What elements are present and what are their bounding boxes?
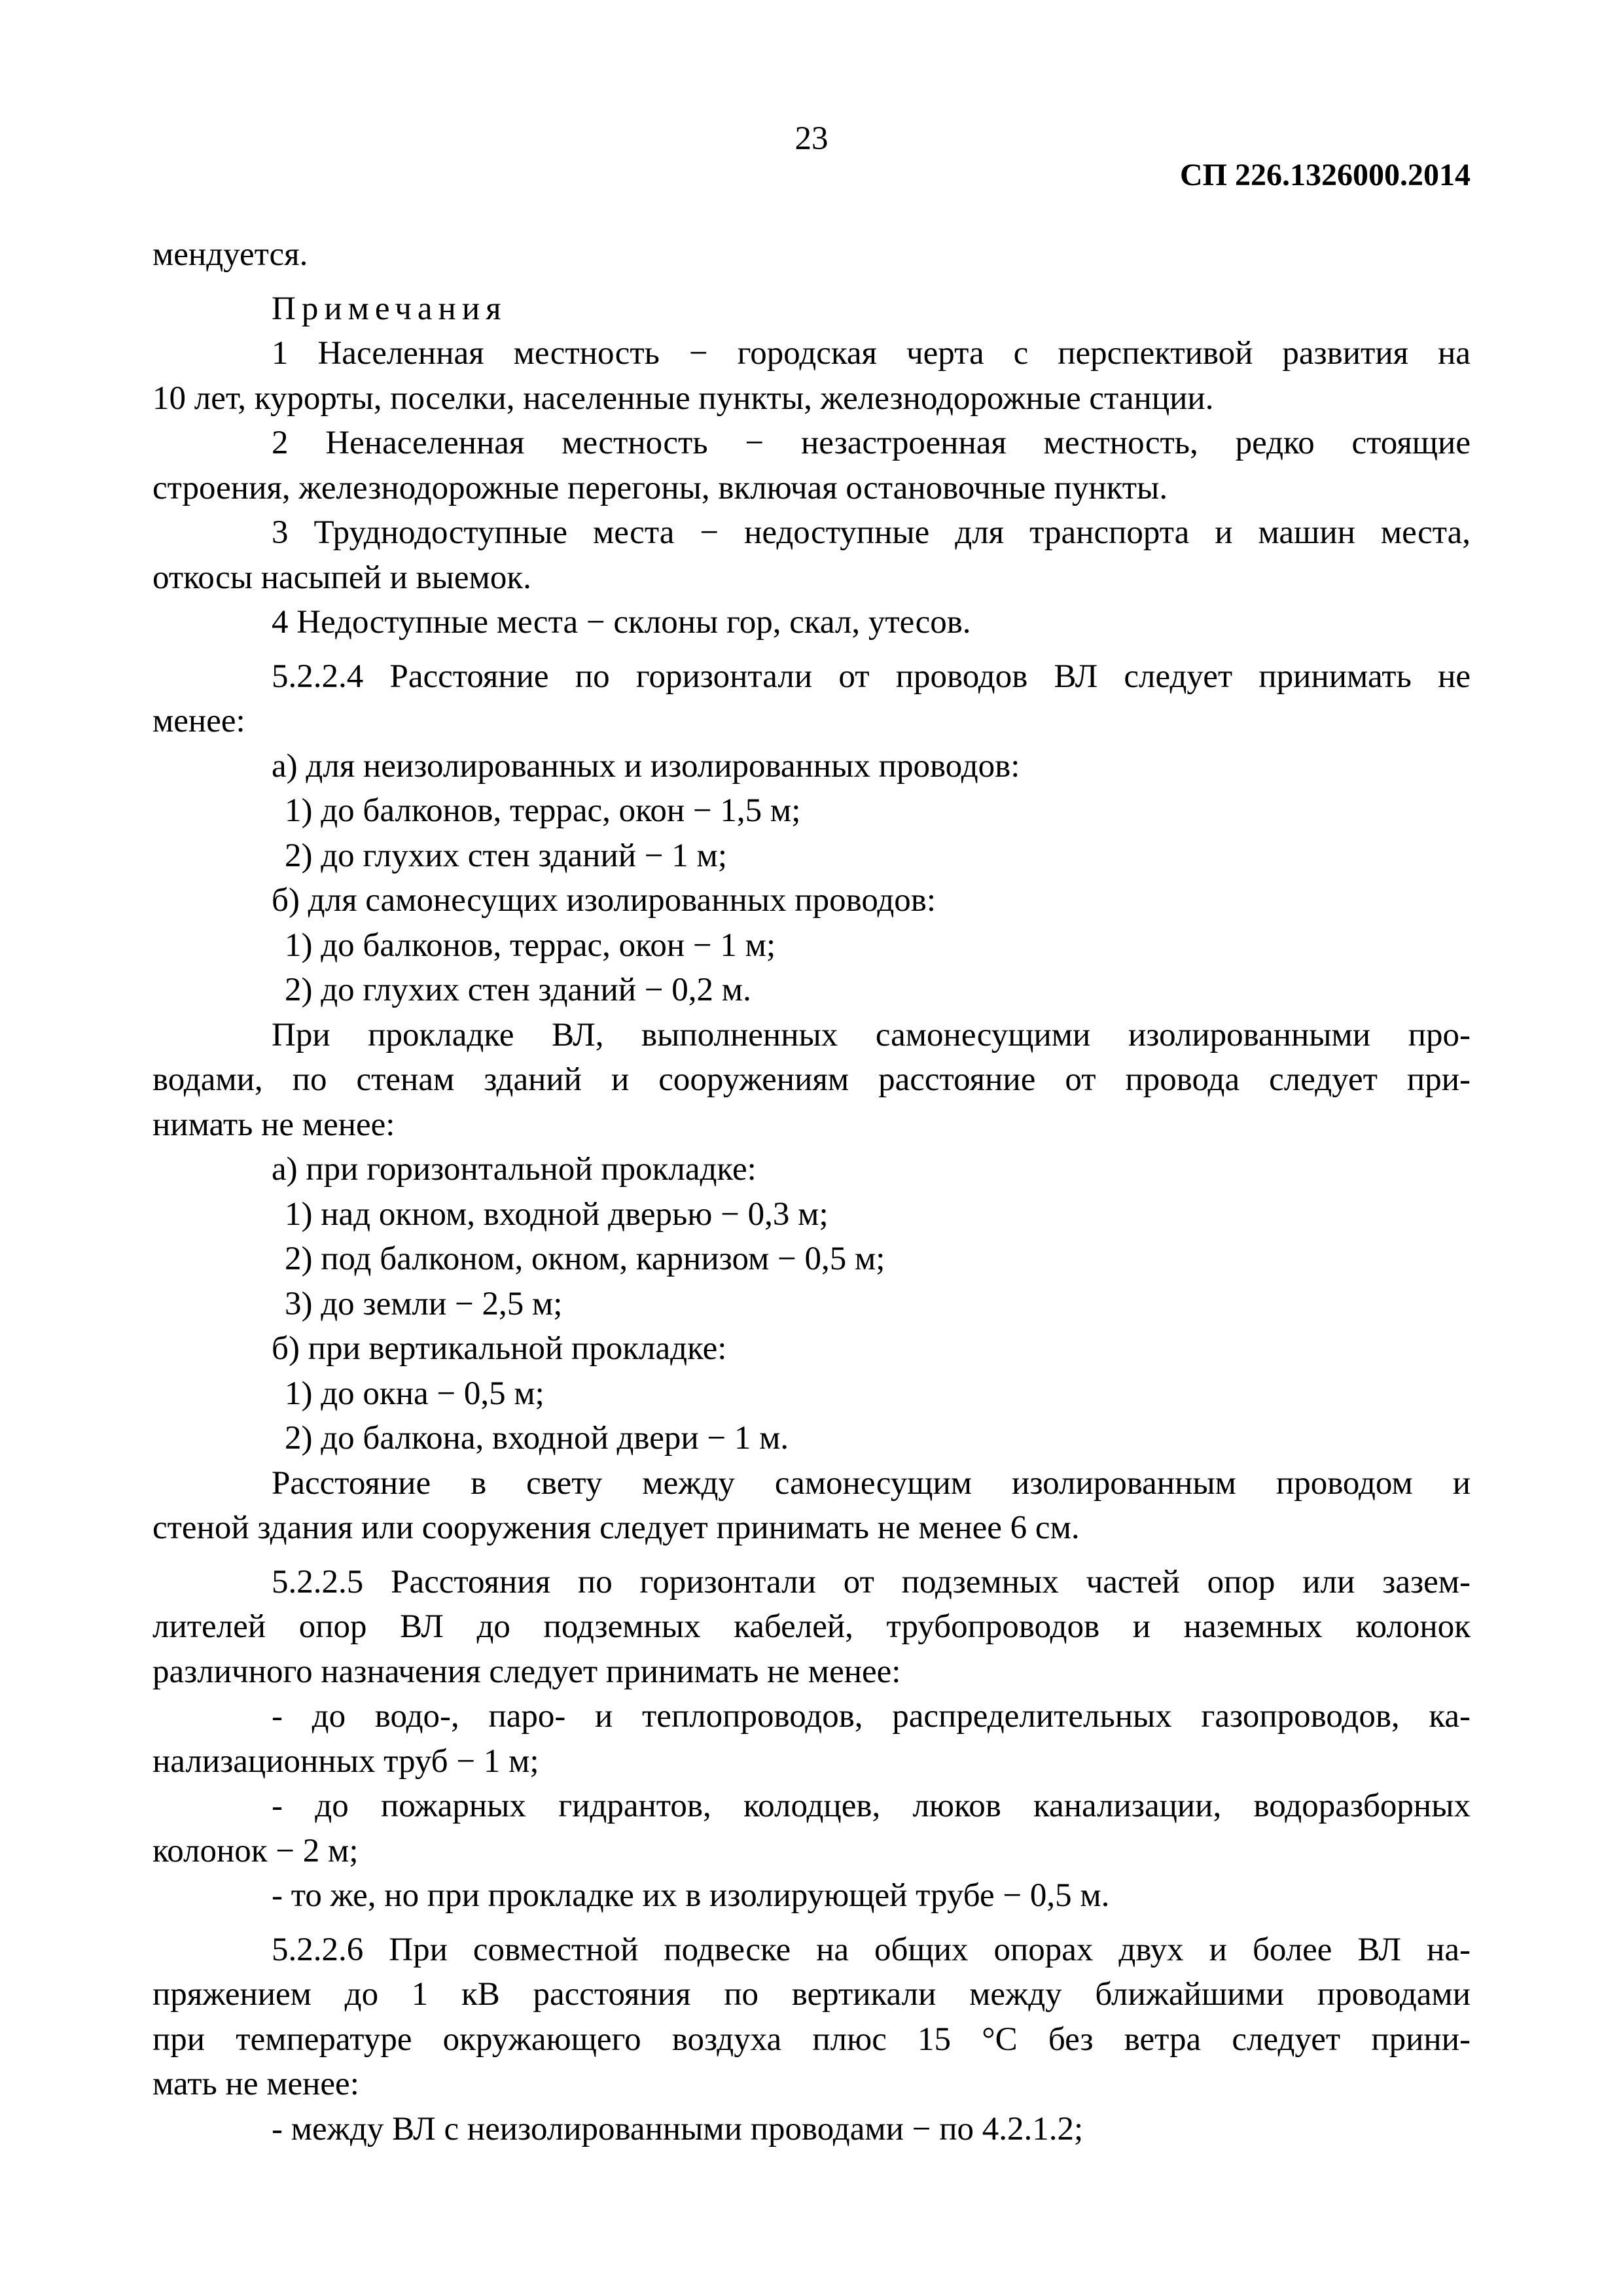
text-line: различного назначения следует принимать не менее: (152, 1653, 901, 1690)
paragraph-line: Расстояние в свету между самонесущим изолированным проводом и (272, 1464, 1471, 1502)
list-item: 2) до балкона, входной двери − 1 м. (285, 1420, 789, 1457)
text-line: мендуется. (152, 236, 308, 273)
text-line: пряжением до 1 кВ расстояния по вертикали между ближайшими проводами (152, 1976, 1471, 2013)
text-line: водами, по стенам зданий и сооружениям расстояние от провода следует при- (152, 1061, 1471, 1098)
list-item: - до пожарных гидрантов, колодцев, люков канализации, водоразборных (272, 1788, 1471, 1824)
note-3: 3 Труднодоступные места − недоступные для транспорта и машин места, (272, 514, 1471, 551)
list-item: 1) до балконов, террас, окон − 1 м; (285, 927, 776, 964)
text-line: нализационных труб − 1 м; (152, 1742, 539, 1780)
text-line: нимать не менее: (152, 1106, 395, 1143)
list-item: 2) под балконом, окном, карнизом − 0,5 м; (285, 1241, 885, 1277)
text-line: стеной здания или сооружения следует принимать не менее 6 см. (152, 1510, 1080, 1546)
clause-5-2-2-5: 5.2.2.5 Расстояния по горизонтали от подземных частей опор или зазем- (272, 1563, 1471, 1600)
list-item: б) для самонесущих изолированных проводов: (272, 882, 936, 919)
note-2: 2 Ненаселенная местность − незастроенная местность, редко стоящие (272, 425, 1471, 461)
list-item: 2) до глухих стен зданий − 0,2 м. (285, 972, 751, 1008)
text-line: строения, железнодорожные перегоны, включая остановочные пункты. (152, 469, 1168, 506)
list-item: 1) до окна − 0,5 м; (285, 1375, 544, 1412)
clause-5-2-2-4: 5.2.2.4 Расстояние по горизонтали от проводов ВЛ следует принимать не (272, 658, 1471, 695)
document-code: СП 226.1326000.2014 (1180, 158, 1471, 192)
page-body (152, 232, 1471, 2151)
list-item: - до водо-, паро- и теплопроводов, распределительных газопроводов, ка- (272, 1698, 1471, 1735)
note-1: 1 Населенная местность − городская черта с перспективой развития на (272, 335, 1471, 372)
text-line: лителей опор ВЛ до подземных кабелей, трубопроводов и наземных колонок (152, 1608, 1471, 1645)
list-item: - то же, но при прокладке их в изолирующей трубе − 0,5 м. (272, 1877, 1110, 1914)
page-number: 23 (794, 120, 829, 157)
list-item: б) при вертикальной прокладке: (272, 1330, 727, 1367)
note-4: 4 Недоступные места − склоны гор, скал, утесов. (272, 604, 971, 641)
text-line: мать не менее: (152, 2066, 359, 2102)
text-line: менее: (152, 703, 245, 739)
list-item: 1) до балконов, террас, окон − 1,5 м; (285, 792, 801, 829)
text-line: при температуре окружающего воздуха плюс 15 °С без ветра следует прини- (152, 2021, 1471, 2058)
paragraph-line: При прокладке ВЛ, выполненных самонесущими изолированными про- (272, 1016, 1471, 1053)
notes-heading: Примечания (272, 290, 507, 327)
text-line: колонок − 2 м; (152, 1832, 359, 1869)
text-line: откосы насыпей и выемок. (152, 559, 531, 596)
list-item: 3) до земли − 2,5 м; (285, 1285, 563, 1322)
list-item: - между ВЛ с неизолированными проводами − по 4.2.1.2; (272, 2110, 1084, 2147)
text-line: 10 лет, курорты, поселки, населенные пункты, железнодорожные станции. (152, 380, 1214, 417)
list-item: 2) до глухих стен зданий − 1 м; (285, 837, 727, 874)
list-item: а) при горизонтальной прокладке: (272, 1151, 757, 1188)
list-item: 1) над окном, входной дверью − 0,3 м; (285, 1195, 829, 1233)
list-item: а) для неизолированных и изолированных проводов: (272, 747, 1020, 785)
clause-5-2-2-6: 5.2.2.6 При совместной подвеске на общих опорах двух и более ВЛ на- (272, 1931, 1471, 1968)
